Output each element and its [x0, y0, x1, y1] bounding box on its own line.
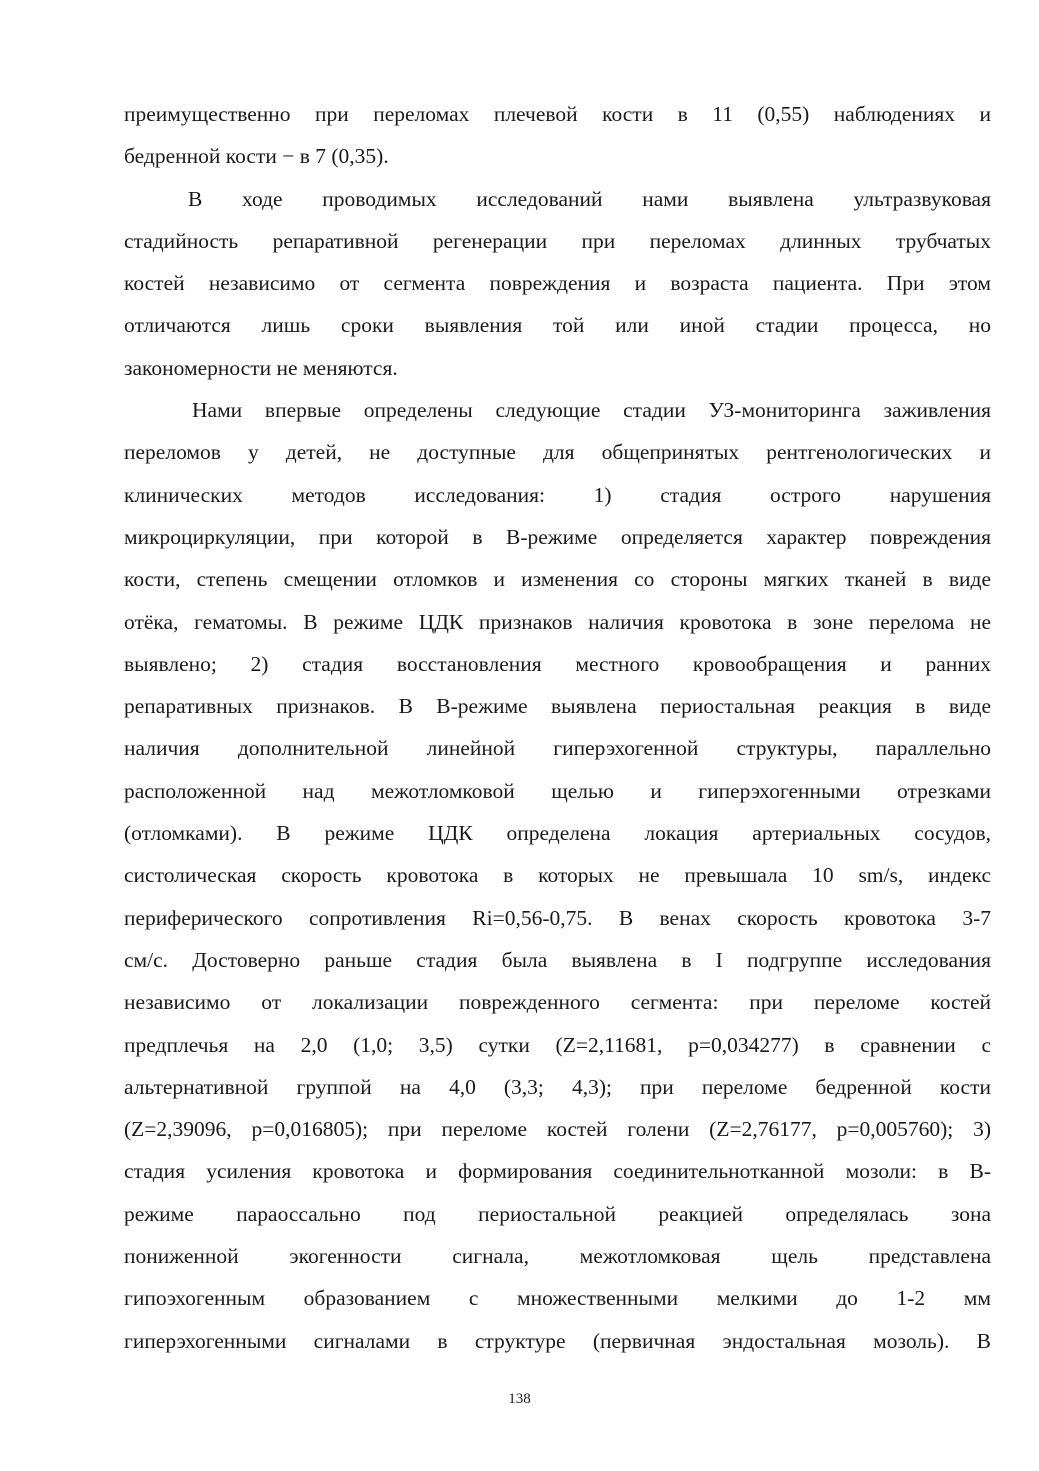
text-line: гипоэхогенным образованием с множественными мелкими до 1-2 мм	[124, 1286, 991, 1311]
text-line: отёка, гематомы. В режиме ЦДК признаков наличия кровотока в зоне перелома не	[124, 609, 991, 634]
text-line: (Z=2,39096, p=0,016805); при переломе костей голени (Z=2,76177, p=0,005760); 3)	[124, 1117, 991, 1142]
text-line: переломов у детей, не доступные для общепринятых рентгенологических и	[124, 440, 991, 465]
text-line: отличаются лишь сроки выявления той или иной стадии процесса, но	[124, 313, 991, 338]
text-line: преимущественно при переломах плечевой кости в 11 (0,55) наблюдениях и	[124, 102, 991, 126]
text-line: костей независимо от сегмента повреждения и возраста пациента. При этом	[124, 271, 991, 296]
document-body	[124, 93, 991, 1362]
text-line: систолическая скорость кровотока в которых не превышала 10 sm/s, индекс	[124, 863, 991, 888]
text-line: микроциркуляции, при которой в В-режиме определяется характер повреждения	[124, 524, 991, 549]
text-line: кости, степень смещении отломков и изменения со стороны мягких тканей в виде	[124, 567, 991, 592]
text-line: режиме параоссально под периостальной реакцией определялась зона	[124, 1201, 991, 1226]
text-line: гиперэхогенными сигналами в структуре (первичная эндостальная мозоль). В	[124, 1328, 991, 1353]
paragraph-first-line: Нами впервые определены следующие стадии УЗ-мониторинга заживления	[192, 398, 991, 423]
page-number: 138	[508, 1391, 531, 1407]
text-line: стадийность репаративной регенерации при переломах длинных трубчатых	[124, 228, 991, 253]
text-line: репаративных признаков. В В-режиме выявлена периостальная реакция в виде	[124, 694, 991, 719]
text-line: предплечья на 2,0 (1,0; 3,5) сутки (Z=2,11681, p=0,034277) в сравнении с	[124, 1032, 991, 1057]
text-line: клинических методов исследования: 1) стадия острого нарушения	[124, 482, 991, 507]
text-line: закономерности не меняются.	[124, 355, 398, 380]
text-line: альтернативной группой на 4,0 (3,3; 4,3); при переломе бедренной кости	[124, 1074, 991, 1099]
text-line: бедренной кости − в 7 (0,35).	[124, 144, 389, 169]
text-line: см/с. Достоверно раньше стадия была выявлена в I подгруппе исследования	[124, 947, 991, 972]
text-line: расположенной над межотломковой щелью и гиперэхогенными отрезками	[124, 778, 991, 803]
text-line: (отломками). В режиме ЦДК определена локация артериальных сосудов,	[124, 821, 991, 846]
paragraph-first-line: В ходе проводимых исследований нами выявлена ультразвуковая	[188, 186, 991, 211]
text-line: стадия усиления кровотока и формирования соединительнотканной мозоли: в В-	[124, 1159, 991, 1184]
text-line: независимо от локализации поврежденного сегмента: при переломе костей	[124, 990, 991, 1015]
text-line: наличия дополнительной линейной гиперэхогенной структуры, параллельно	[124, 736, 991, 761]
text-line: периферического сопротивления Ri=0,56-0,75. В венах скорость кровотока 3-7	[124, 905, 991, 930]
text-line: выявлено; 2) стадия восстановления местного кровообращения и ранних	[124, 651, 991, 676]
text-line: пониженной экогенности сигнала, межотломковая щель представлена	[124, 1244, 991, 1269]
